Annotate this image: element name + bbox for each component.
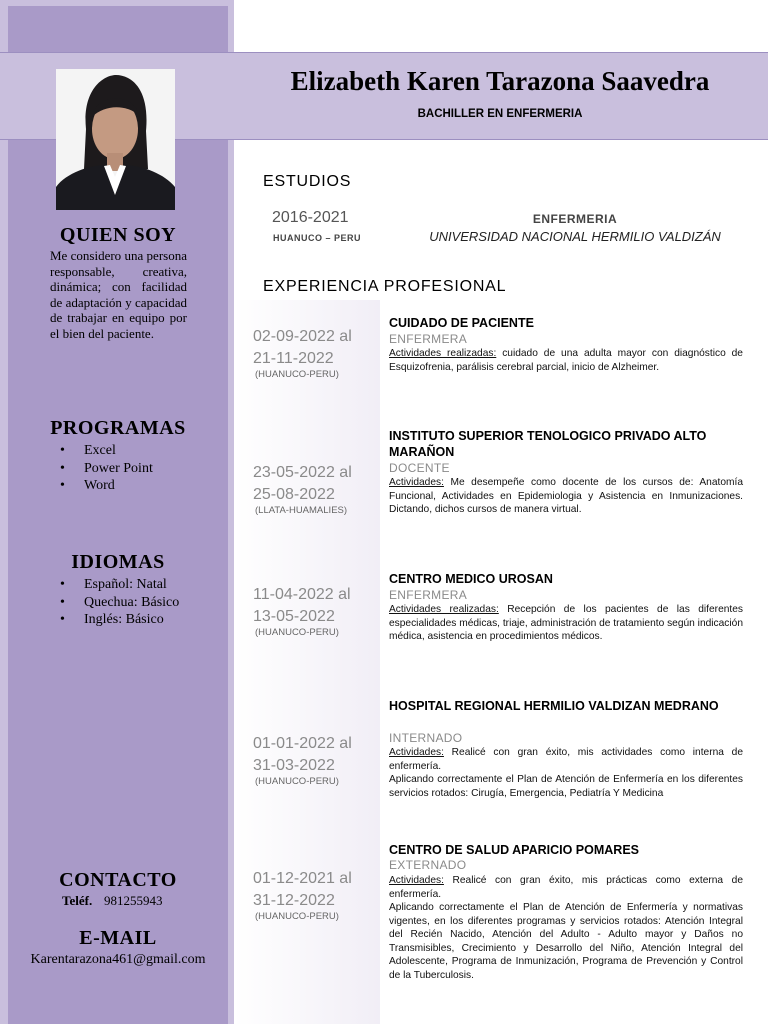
about-title: QUIEN SOY [59, 224, 177, 246]
date-from: 02-09-2022 al [253, 328, 352, 345]
experience-company: CENTRO MEDICO UROSAN [389, 572, 553, 586]
activities-text: Me desempeñe como docente de los cursos de: Anatomía Funcional, Actividades en Epidemiologia y Asistencia en Inmunizaciones. Dictando, dichos cursos de manera virtual. [389, 477, 743, 515]
experience-role: DOCENTE [389, 461, 450, 475]
experience-role: EXTERNADO [389, 858, 467, 872]
activities-text: Recepción de los pacientes de las diferentes especialidades médicas, triaje, administración de tratamiento según indicación médica, asistencia en procedimientos médicos. [389, 604, 743, 642]
email-address[interactable]: Karentarazona461@gmail.com [30, 952, 206, 967]
experience-role: ENFERMERA [389, 332, 468, 346]
date-from: 11-04-2022 al [253, 586, 351, 603]
languages-title: IDIOMAS [71, 551, 165, 573]
experience-date [253, 868, 352, 912]
experience-description [389, 603, 743, 644]
experience-company: HOSPITAL REGIONAL HERMILIO VALDIZAN MEDRANO [389, 699, 719, 713]
education-years: 2016-2021 [272, 209, 349, 226]
education-place: HUANUCO – PERU [273, 233, 362, 243]
activities-label: Actividades: [389, 875, 444, 886]
experience-title: EXPERIENCIA PROFESIONAL [263, 278, 507, 295]
experience-company: CUIDADO DE PACIENTE [389, 316, 534, 330]
profile-photo-portrait [56, 69, 175, 210]
experience-description [389, 347, 743, 374]
experience-location: (HUANUCO-PERU) [255, 911, 339, 922]
list-item: • Español: Natal [60, 576, 179, 594]
experience-description [389, 476, 743, 517]
experience-company: CENTRO DE SALUD APARICIO POMARES [389, 843, 640, 857]
experience-location: (HUANUCO-PERU) [255, 776, 339, 787]
activities-text: Realicé con gran éxito, mis prácticas como externa de enfermería. [389, 875, 743, 900]
education-title: ESTUDIOS [263, 173, 352, 190]
candidate-degree: BACHILLER EN ENFERMERIA [417, 108, 583, 120]
experience-date [253, 584, 351, 628]
activities-label: Actividades: [389, 747, 444, 758]
languages-list [60, 576, 179, 629]
activities-extra: Aplicando correctamente el Plan de Atención de Enfermería y normativas vigentes, en los diferentes programas y servicios rotados: Atención Integral del Recién Nacido, Atención del Adulto - Adulto mayor y Daños no Transmisibles, Crecimiento y Desarrollo del Niño, Atención Integral del Adolescente, Programa de Inmunización, Programa de Prevención y Control de la Tuberculosis. [389, 902, 743, 981]
list-item: • Quechua: Básico [60, 594, 179, 612]
education-career: ENFERMERIA [532, 212, 618, 226]
list-item: • Power Point [60, 460, 153, 478]
experience-location: (HUANUCO-PERU) [255, 627, 339, 638]
date-to: 31-12-2022 [253, 892, 335, 909]
profile-photo [56, 69, 175, 210]
phone-label: Teléf. [62, 893, 93, 908]
experience-date [253, 326, 352, 370]
experience-location: (LLATA-HUAMALIES) [255, 505, 348, 516]
date-to: 13-05-2022 [253, 608, 335, 625]
experience-description [389, 874, 743, 982]
programs-list [60, 442, 153, 495]
activities-text: Realicé con gran éxito, mis actividades como interna de enfermería. [389, 747, 743, 772]
programs-title: PROGRAMAS [50, 417, 186, 439]
experience-description [389, 746, 743, 800]
about-text: Me considero una persona responsable, creativa, dinámica; con facilidad de adaptación y capacidad de trabajar en equipo por el bien del paciente. [50, 248, 187, 341]
experience-role: ENFERMERA [389, 588, 468, 602]
date-to: 21-11-2022 [253, 350, 334, 367]
experience-company: INSTITUTO SUPERIOR TENOLOGICO PRIVADO ALTO MARAÑON [389, 429, 707, 459]
activities-label: Actividades: [389, 477, 444, 488]
activities-label: Actividades realizadas: [389, 348, 497, 359]
candidate-name: Elizabeth Karen Tarazona Saavedra [290, 66, 710, 96]
list-item: • Word [60, 477, 153, 495]
experience-role: INTERNADO [389, 731, 463, 745]
date-from: 23-05-2022 al [253, 464, 352, 481]
list-item: • Excel [60, 442, 153, 460]
date-to: 31-03-2022 [253, 757, 335, 774]
experience-date [253, 462, 352, 506]
contact-title: CONTACTO [59, 869, 177, 891]
date-from: 01-12-2021 al [253, 870, 352, 887]
activities-text: cuidado de una adulta mayor con diagnóstico de Esquizofrenia, parálisis cerebral parcial, inicio de Alzheimer. [389, 348, 743, 373]
date-from: 01-01-2022 al [253, 735, 352, 752]
experience-date [253, 733, 352, 777]
activities-extra: Aplicando correctamente el Plan de Atención de Enfermería en los diferentes servicios rotados: Cirugía, Emergencia, Pediatría Y Medicina [389, 774, 743, 799]
list-item: • Inglés: Básico [60, 611, 179, 629]
activities-label: Actividades realizadas: [389, 604, 499, 615]
phone-number: 981255943 [104, 893, 163, 908]
email-title: E-MAIL [79, 927, 157, 949]
experience-location: (HUANUCO-PERU) [255, 369, 339, 380]
education-university: UNIVERSIDAD NACIONAL HERMILIO VALDIZÁN [429, 229, 721, 244]
date-to: 25-08-2022 [253, 486, 335, 503]
